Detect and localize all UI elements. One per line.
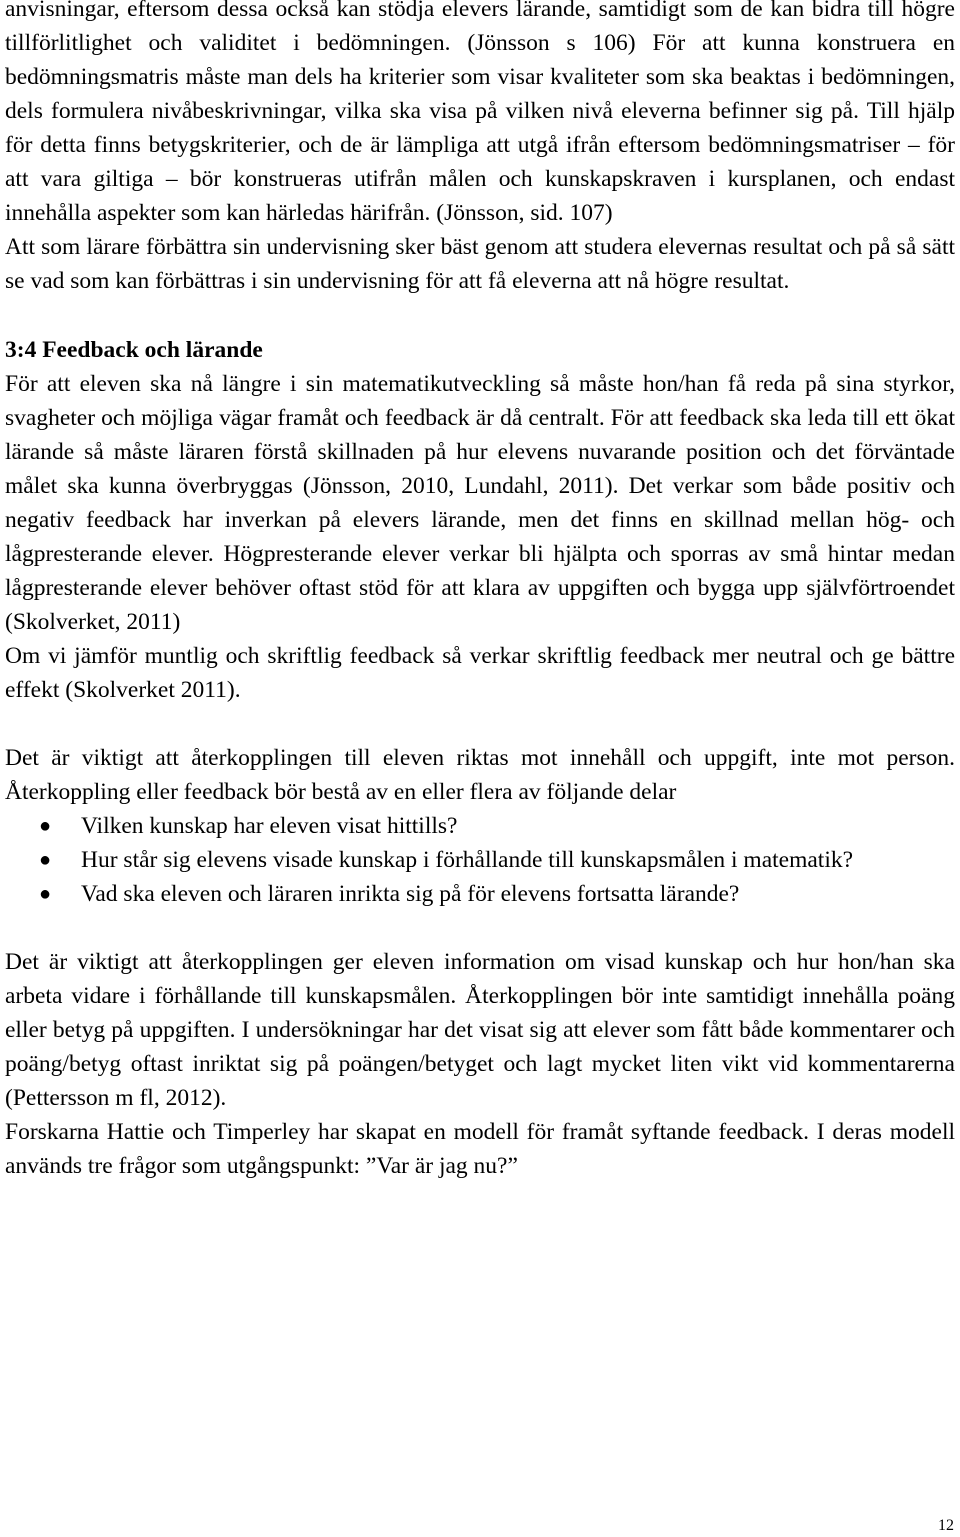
list-item-text: Vad ska eleven och läraren inrikta sig på för elevens fortsatta lärande? <box>81 881 740 907</box>
bullet-icon: ● <box>39 849 52 871</box>
list-item-text: Vilken kunskap har eleven visat hittills? <box>81 813 458 839</box>
list-item <box>5 809 955 843</box>
intro-paragraph: anvisningar, eftersom dessa också kan stödja elevers lärande, samtidigt som de kan bidra till högre tillförlitlighet och validitet i bedömningen. (Jönsson s 106) För att kunna konstruera en bedömningsmatris måste man dels ha kriterier som visar kvaliteter som ska beaktas i bedömningen, dels formulera nivåbeskrivningar, vilka ska visa på vilken nivå eleverna befinner sig på. Till hjälp för detta finns betygskriterier, och de är lämpliga att utgå ifrån eftersom bedömningsmatriser – för att vara giltiga – bör konstrueras utifrån målen och kunskapskraven i kursplanen, och endast innehålla aspekter som kan härledas härifrån. (Jönsson, sid. 107) <box>5 0 955 226</box>
information-paragraph: Det är viktigt att återkopplingen ger eleven information om visad kunskap och hur hon/han ska arbeta vidare i förhållande till kunskapsmålen. Återkopplingen bör inte samtidigt innehålla poäng eller betyg på uppgiften. I undersökningar har det visat sig att elever som fått både kommentarer och poäng/betyg oftast inriktat sig på poängen/betyget och lagt mycket liten vikt vid kommentarerna (Pettersson m fl, 2012). <box>5 949 955 1111</box>
list-item <box>5 843 955 877</box>
bullet-icon: ● <box>39 815 52 837</box>
bullet-list <box>5 809 955 911</box>
section-heading: 3:4 Feedback och lärande <box>5 337 263 363</box>
teacher-paragraph: Att som lärare förbättra sin undervisning sker bäst genom att studera elevernas resultat och på så sätt se vad som kan förbättras i sin undervisning för att få eleverna att nå högre resultat. <box>5 234 955 294</box>
feedback-direction-paragraph: Det är viktigt att återkopplingen till eleven riktas mot innehåll och uppgift, inte mot person. Återkoppling eller feedback bör bestå av en eller flera av följande delar <box>5 745 955 805</box>
list-item <box>5 877 955 911</box>
hattie-paragraph: Forskarna Hattie och Timperley har skapat en modell för framåt syftande feedback. I deras modell används tre frågor som utgångspunkt: ”Var är jag nu?” <box>5 1119 955 1179</box>
document-page <box>5 0 955 1183</box>
list-item-text: Hur står sig elevens visade kunskap i förhållande till kunskapsmålen i matematik? <box>81 847 854 873</box>
bullet-icon: ● <box>39 883 52 905</box>
feedback-paragraph-1: För att eleven ska nå längre i sin matematikutveckling så måste hon/han få reda på sina styrkor, svagheter och möjliga vägar framåt och feedback är då centralt. För att feedback ska leda till ett ökat lärande så måste läraren förstå skillnaden på hur elevens nuvarande position och det förväntade målet ska kunna överbryggas (Jönsson, 2010, Lundahl, 2011). Det verkar som både positiv och negativ feedback har inverkan på elevers lärande, men det finns en skillnad mellan hög- och lågpresterande elever. Högpresterande elever verkar bli hjälpta och sporras av små hintar medan lågpresterande elever behöver oftast stöd för att klara av uppgiften och bygga upp självförtroendet (Skolverket, 2011) <box>5 371 955 635</box>
feedback-paragraph-2: Om vi jämför muntlig och skriftlig feedback så verkar skriftlig feedback mer neutral och ge bättre effekt (Skolverket 2011). <box>5 643 955 703</box>
page-number: 12 <box>938 1517 954 1534</box>
